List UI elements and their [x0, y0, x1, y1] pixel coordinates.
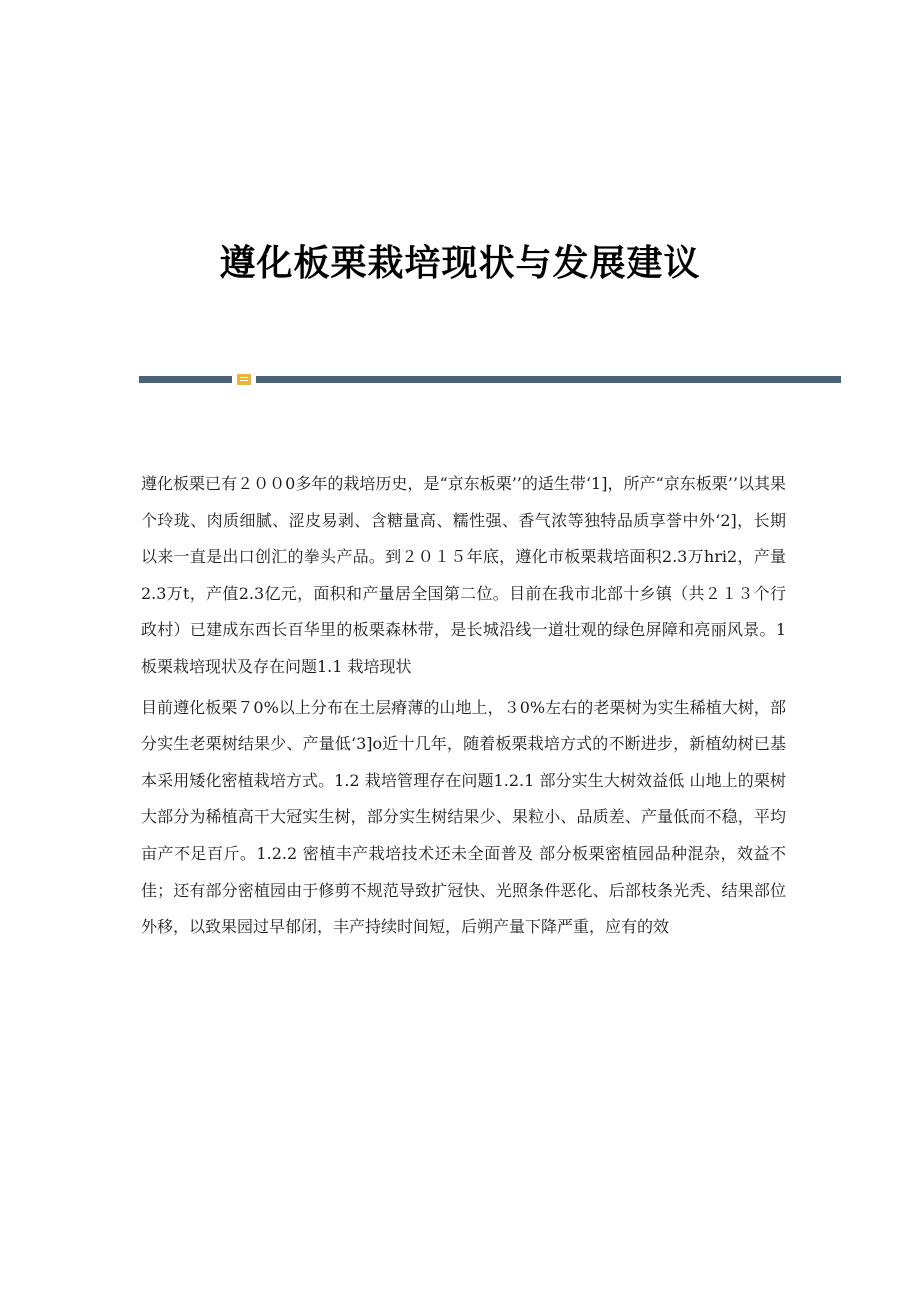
document-title: 遵化板栗栽培现状与发展建议	[219, 243, 701, 285]
divider-bar-right	[256, 376, 841, 383]
divider-bar-left	[139, 376, 232, 383]
title-divider	[139, 374, 841, 386]
paragraph-intro: 遵化板栗已有２００0多年的栽培历史，是“京东板栗’’的适生带‘1]，所产“京东板栗’’以其果个玲珑、肉质细腻、涩皮易剥、含糖量高、糯性强、香气浓等独特品质享誉中外‘2]，长期以来一直是出口创汇的拳头产品。到２０１５年底，遵化市板栗栽培面积2.3万hri2，产量2.3万t，产值2.3亿元，面积和产量居全国第二位。目前在我市北部十乡镇（共２１３个行政村）已建成东西长百华里的板栗森林带，是长城沿线一道壮观的绿色屏障和亮丽风景。1板栗栽培现状及存在问题1.1 栽培现状	[141, 474, 786, 676]
divider-emblem-icon	[237, 374, 251, 385]
paragraph-status: 目前遵化板栗７0%以上分布在土层瘠薄的山地上，３0%左右的老栗树为实生稀植大树，部分实生老栗树结果少、产量低‘3]o近十几年，随着板栗栽培方式的不断进步，新植幼树已基本采用矮化密植栽培方式。1.2 栽培管理存在问题1.2.1 部分实生大树效益低 山地上的栗树大部分为稀植高干大冠实生树，部分实生树结果少、果粒小、品质差、产量低而不稳，平均亩产不足百斤。1.2.2 密植丰产栽培技术还未全面普及 部分板栗密植园品种混杂，效益不佳；还有部分密植园由于修剪不规范导致扩冠快、光照条件恶化、后部枝条光秃、结果部位外移，以致果园过早郁闭，丰产持续时间短，后朔产量下降严重，应有的效	[141, 697, 786, 937]
document-body	[141, 466, 786, 950]
